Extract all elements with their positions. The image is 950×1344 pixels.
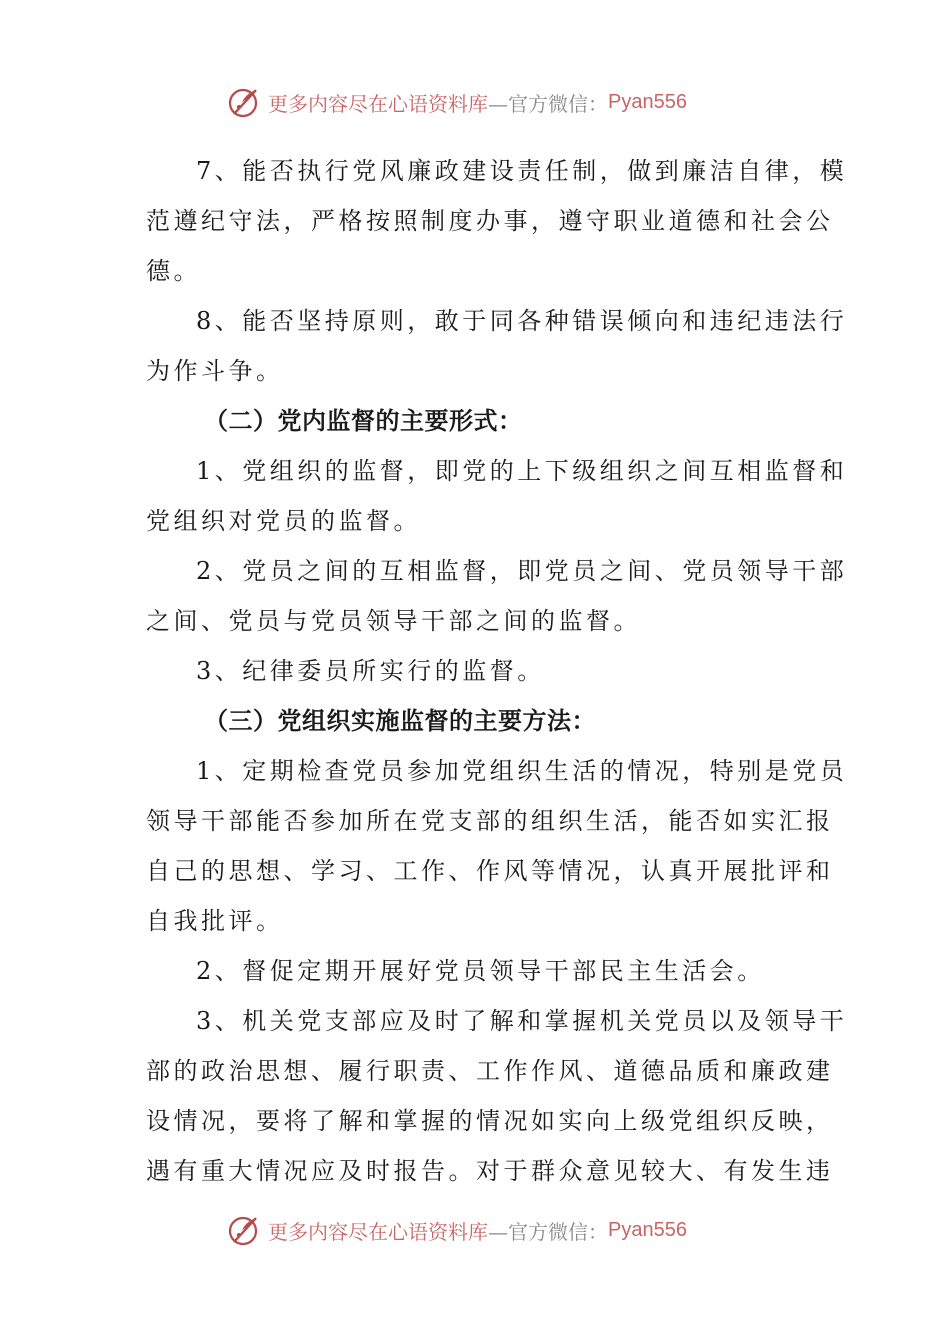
- banner-wechat-id: Pyan556: [608, 1218, 687, 1241]
- text-line: 党组织对党员的监督。: [146, 507, 421, 535]
- text-line: 3、机关党支部应及时了解和掌握机关党员以及领导干: [196, 1007, 848, 1035]
- banner-title: 更多内容尽在心语资料库: [268, 1219, 488, 1244]
- quill-logo-icon: [226, 1212, 262, 1248]
- text-line: 7、能否执行党风廉政建设责任制，做到廉洁自律，模: [196, 157, 848, 185]
- section-heading: （二）党内监督的主要形式：: [204, 406, 523, 435]
- footer-watermark: [226, 1210, 687, 1250]
- banner-title: 更多内容尽在心语资料库: [268, 91, 488, 116]
- banner-wechat-id: Pyan556: [608, 90, 687, 113]
- quill-logo-icon: [226, 84, 262, 120]
- banner-label: —官方微信：: [488, 91, 608, 116]
- text-line: 3、纪律委员所实行的监督。: [196, 657, 545, 685]
- text-line: 2、督促定期开展好党员领导干部民主生活会。: [196, 957, 765, 985]
- section-heading: （三）党组织实施监督的主要方法：: [204, 706, 596, 735]
- text-line: 设情况，要将了解和掌握的情况如实向上级党组织反映，: [146, 1107, 834, 1135]
- text-line: 遇有重大情况应及时报告。对于群众意见较大、有发生违: [146, 1157, 834, 1185]
- text-line: 为作斗争。: [146, 357, 284, 385]
- text-line: 领导干部能否参加所在党支部的组织生活，能否如实汇报: [146, 807, 834, 835]
- text-line: 范遵纪守法，严格按照制度办事，遵守职业道德和社会公: [146, 207, 834, 235]
- text-line: 2、党员之间的互相监督，即党员之间、党员领导干部: [196, 557, 848, 585]
- text-line: 自己的思想、学习、工作、作风等情况，认真开展批评和: [146, 857, 834, 885]
- text-line: 8、能否坚持原则，敢于同各种错误倾向和违纪违法行: [196, 307, 848, 335]
- banner-label: —官方微信：: [488, 1219, 608, 1244]
- text-line: 1、党组织的监督，即党的上下级组织之间互相监督和: [196, 457, 848, 485]
- document-body: [146, 146, 848, 1196]
- text-line: 德。: [146, 257, 201, 285]
- text-line: 之间、党员与党员领导干部之间的监督。: [146, 607, 641, 635]
- text-line: 部的政治思想、履行职责、工作作风、道德品质和廉政建: [146, 1057, 834, 1085]
- text-line: 自我批评。: [146, 907, 284, 935]
- text-line: 1、定期检查党员参加党组织生活的情况，特别是党员: [196, 757, 848, 785]
- header-watermark: [226, 82, 687, 122]
